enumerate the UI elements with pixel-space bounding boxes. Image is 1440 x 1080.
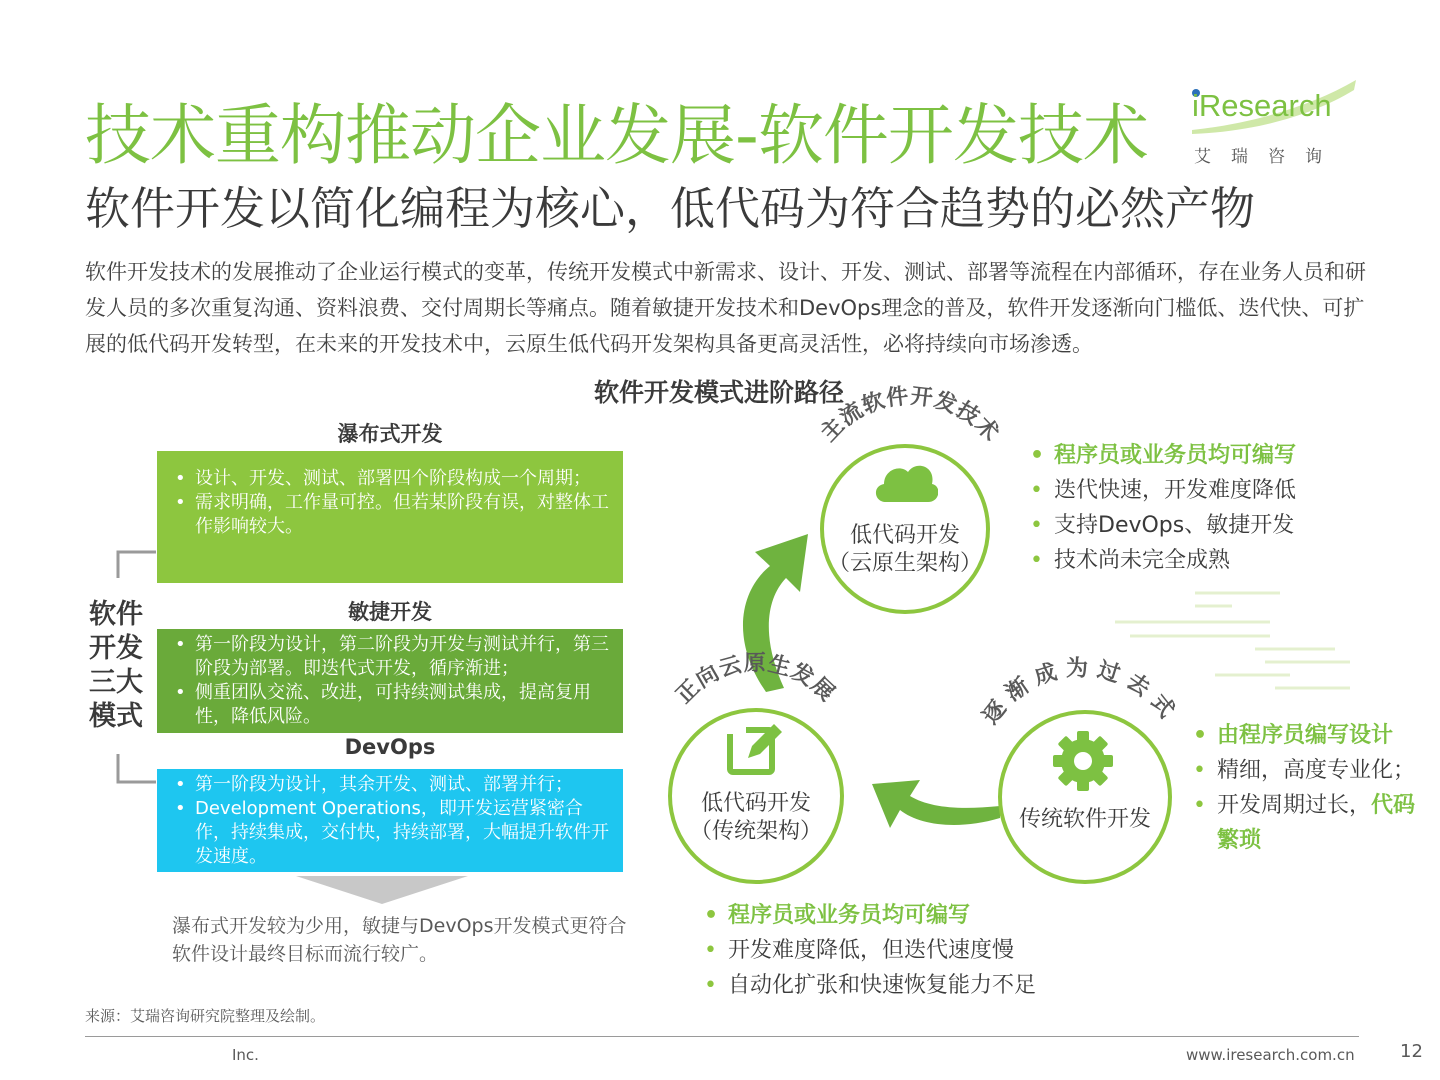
footer-divider xyxy=(85,1036,1359,1037)
devops-title: DevOps xyxy=(344,735,436,759)
edit-icon xyxy=(726,720,786,778)
cloud-points xyxy=(1027,438,1357,578)
cloud-point: • 迭代快速，开发难度降低 xyxy=(1027,473,1357,508)
lowcode-point: • 自动化扩张和快速恢复能力不足 xyxy=(701,968,1101,1003)
lowcode-arc-label: 正向云原生发展 xyxy=(671,651,840,709)
devops-point: • 第一阶段为设计，其余开发、测试、部署并行； xyxy=(167,773,609,797)
gear-icon xyxy=(1052,730,1114,792)
lowcode-point: • 开发难度降低，但迭代速度慢 xyxy=(701,933,1101,968)
page-title: 技术重构推动企业发展-软件开发技术 xyxy=(85,97,1148,174)
traditional-point: • 由程序员编写设计 xyxy=(1190,718,1435,753)
arrow-left-icon xyxy=(872,780,1000,828)
agile-point: • 第一阶段为设计，第二阶段为开发与测试并行，第三阶段为部署。即迭代式开发，循序渐进； xyxy=(167,633,609,681)
cloud-node-line1: 低代码开发 xyxy=(849,523,960,548)
lowcode-point: • 程序员或业务员均可编写 xyxy=(701,898,1101,933)
lowcode-node-line1: 低代码开发 xyxy=(700,791,811,816)
traditional-point xyxy=(1190,788,1435,858)
lowcode-node-line2: （传统架构） xyxy=(689,819,822,844)
waterfall-title: 瀑布式开发 xyxy=(337,422,443,446)
page-number: 12 xyxy=(1400,1041,1423,1062)
traditional-point: • 精细，高度专业化； xyxy=(1190,753,1435,788)
waterfall-point: • 需求明确，工作量可控。但若某阶段有误，对整体工作影响较大。 xyxy=(167,491,609,539)
page-subtitle: 软件开发以简化编程为核心，低代码为符合趋势的必然产物 xyxy=(85,182,1256,235)
modes-conclusion: 瀑布式开发较为少用，敏捷与DevOps开发模式更符合软件设计最终目标而流行较广。 xyxy=(172,915,627,965)
cloud-icon xyxy=(872,458,938,506)
decorative-lines xyxy=(1115,593,1350,688)
cloud-point: • 技术尚未完全成熟 xyxy=(1027,543,1357,578)
agile-point: • 侧重团队交流、改进，可持续测试集成，提高复用性，降低风险。 xyxy=(167,681,609,729)
cloud-arc-label: 主流软件开发技术 xyxy=(816,384,1004,447)
source-note: 来源：艾瑞咨询研究院整理及绘制。 xyxy=(85,1007,326,1025)
traditional-node-label: 传统软件开发 xyxy=(1018,807,1151,832)
cloud-point: • 支持DevOps、敏捷开发 xyxy=(1027,508,1357,543)
cloud-point: • 程序员或业务员均可编写 xyxy=(1027,438,1357,473)
agile-title: 敏捷开发 xyxy=(348,600,432,624)
traditional-arc-label: 逐渐成为过去式 xyxy=(978,656,1184,730)
diagram-title-text: 软件开发模式进阶路径 xyxy=(593,378,844,407)
waterfall-point: • 设计、开发、测试、部署四个阶段构成一个周期； xyxy=(167,467,609,491)
logo-subtext: 艾瑞咨询 xyxy=(1194,147,1342,167)
lowcode-points xyxy=(701,898,1101,1003)
devops-point: • Development Operations，即开发运营紧密合作，持续集成，交付快，持续部署，大幅提升软件开发速度。 xyxy=(167,797,609,869)
traditional-point-text: 开发周期过长， xyxy=(1217,793,1372,818)
footer-url[interactable]: www.iresearch.com.cn xyxy=(1186,1046,1355,1064)
traditional-point-highlight: 代码繁琐 xyxy=(1217,793,1416,853)
intro-paragraph: 软件开发技术的发展推动了企业运行模式的变革，传统开发模式中新需求、设计、开发、测试、部署等流程在内部循环，存在业务人员和研发人员的多次重复沟通、资料浪费、交付周期长等痛点。随着敏捷开发技术和DevOps理念的普及，软件开发逐渐向门槛低、迭代快、可扩展的低代码开发转型，在未来的开发技术中，云原生低代码开发架构具备更高灵活性，必将持续向市场渗透。 xyxy=(85,260,1366,356)
footer-left-text: Inc. xyxy=(232,1046,259,1064)
traditional-points xyxy=(1190,718,1435,858)
logo-text: iResearch xyxy=(1192,88,1332,123)
cloud-node-line2: （云原生架构） xyxy=(827,551,982,576)
three-modes-label: 软件开发三大模式 xyxy=(89,599,143,732)
